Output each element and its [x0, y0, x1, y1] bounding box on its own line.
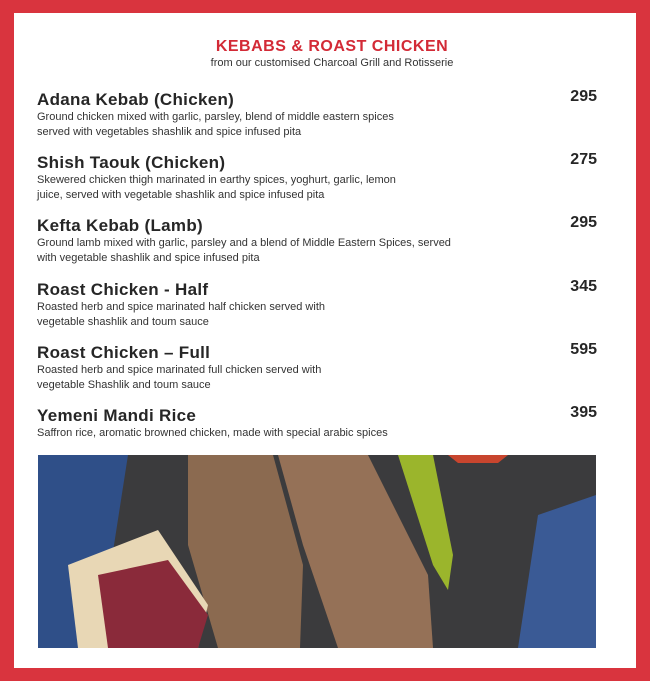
section-subtitle: from our customised Charcoal Grill and Rotisserie — [210, 57, 454, 69]
item-name: Kefta Kebab (Lamb) — [37, 216, 203, 235]
menu-item — [37, 216, 597, 266]
item-name: Shish Taouk (Chicken) — [37, 153, 226, 172]
menu-item — [37, 406, 597, 441]
item-description: Roasted herb and spice marinated full chicken served with vegetable Shashlik and toum sauce — [37, 364, 322, 391]
item-name: Roast Chicken – Full — [37, 343, 211, 362]
item-price: 595 — [570, 341, 597, 358]
item-name: Yemeni Mandi Rice — [37, 406, 197, 425]
item-price: 295 — [570, 88, 597, 105]
item-description: Skewered chicken thigh marinated in earthy spices, yoghurt, garlic, lemon juice, served with vegetable shashlik and spice infused pita — [37, 174, 396, 201]
item-price: 395 — [570, 404, 597, 421]
item-price: 345 — [570, 278, 597, 295]
kebab-photo — [38, 455, 596, 648]
menu-item — [37, 153, 597, 203]
menu-item — [37, 343, 597, 393]
item-description: Ground chicken mixed with garlic, parsley, blend of middle eastern spices served with vegetables shashlik and spice infused pita — [37, 111, 394, 138]
item-name: Roast Chicken - Half — [37, 280, 209, 299]
item-description: Ground lamb mixed with garlic, parsley and a blend of Middle Eastern Spices, served with vegetable shashlik and spice infused pita — [37, 237, 451, 264]
menu-item — [37, 280, 597, 330]
section-title: KEBABS & ROAST CHICKEN — [215, 38, 449, 55]
item-name: Adana Kebab (Chicken) — [37, 90, 235, 109]
menu-item — [37, 90, 597, 140]
item-price: 295 — [570, 214, 597, 231]
item-description: Saffron rice, aromatic browned chicken, made with special arabic spices — [37, 427, 388, 439]
item-price: 275 — [570, 151, 597, 168]
menu-page — [14, 13, 636, 668]
item-description: Roasted herb and spice marinated half chicken served with vegetable shashlik and toum sauce — [37, 301, 325, 328]
